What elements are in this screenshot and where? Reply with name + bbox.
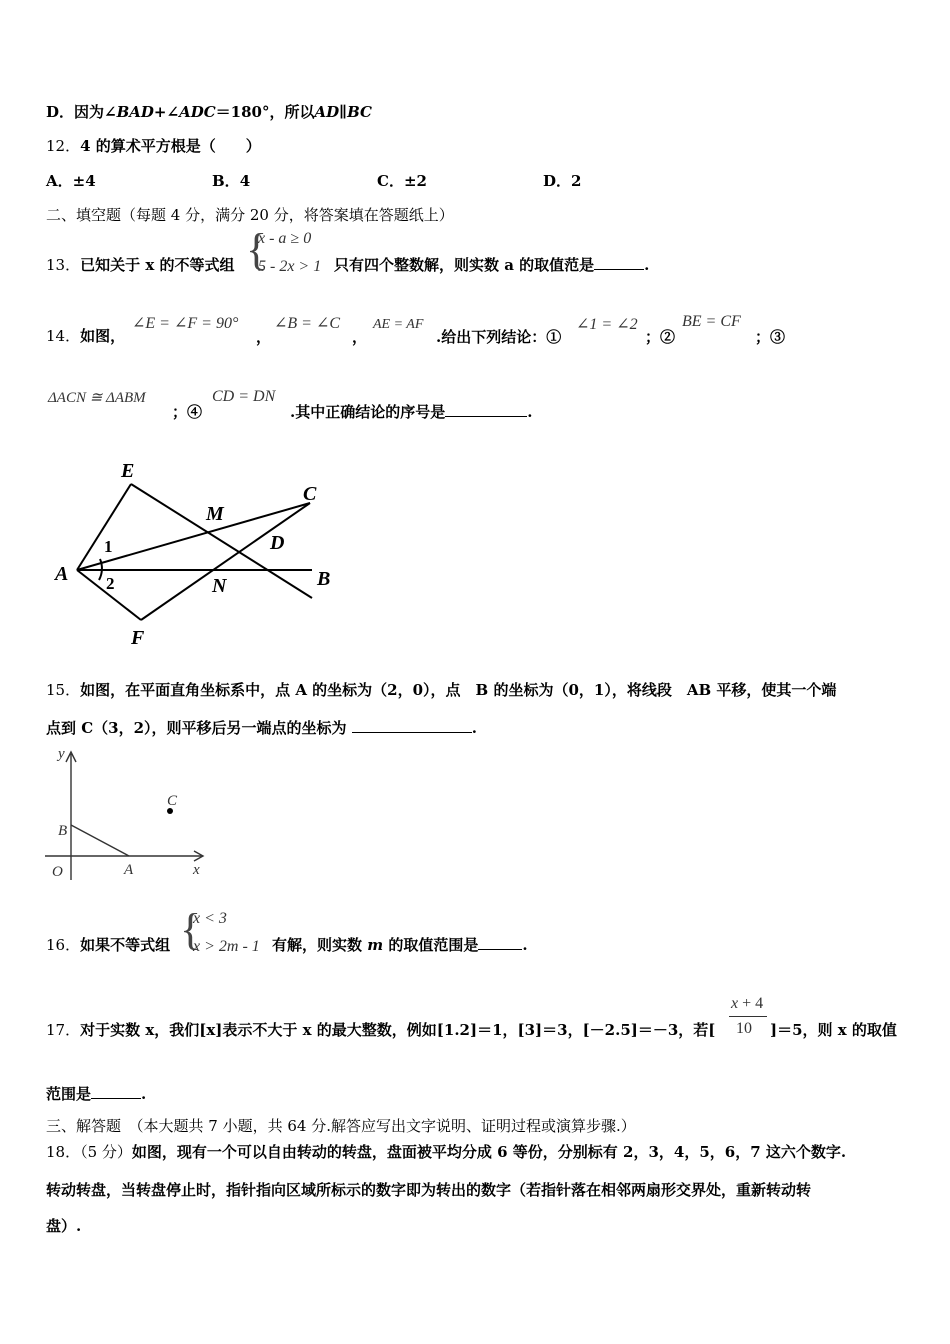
label-y: y (58, 746, 65, 762)
label-b: B (317, 568, 331, 590)
q14-result-4: CD = DN (212, 388, 276, 405)
q14-condition-1: ∠E = ∠F = 90° (132, 315, 239, 332)
q16-system-line2: x > 2m - 1 (193, 938, 260, 955)
q16-question: 16．如果不等式组 (46, 936, 171, 954)
q13-system-line2: 5 - 2x > 1 (258, 258, 322, 275)
q14-text-after: .其中正确结论的序号是 . (290, 403, 533, 421)
segment-fc (141, 503, 310, 620)
label-a: A (124, 862, 134, 878)
label-o: O (52, 864, 63, 880)
q14-question: 14．如图， (46, 327, 126, 345)
q12-option-a: A．±4 (46, 172, 96, 190)
q14-separator-r1: ；② (645, 328, 676, 346)
q17-numerator: x + 4 (731, 995, 764, 1012)
section-3-title: 三、解答题 （本大题共 7 小题，共 64 分.解答应写出文字说明、证明过程或演算步骤.） (46, 1117, 636, 1135)
q13-text-after: 只有四个整数解，则实数 a 的取值范是 . (334, 256, 650, 274)
label-e: E (121, 460, 135, 482)
q16-text-after: 有解，则实数 m 的取值范围是 . (272, 936, 528, 954)
label-c: C (167, 793, 178, 809)
q14-separator-r2: ；③ (755, 328, 786, 346)
q14-figure (40, 452, 360, 657)
q18-line2: 转动转盘，当转盘停止时，指针指向区域所标示的数字即为转出的数字（若指针落在相邻两扇形交界处，重新转动转 (46, 1181, 812, 1199)
q18-line3: 盘）. (46, 1217, 82, 1235)
label-f: F (131, 627, 145, 649)
q17-fraction-bar (729, 1016, 767, 1017)
q15-line2: 点到 C（3，2），则平移后另一端点的坐标为 . (46, 719, 478, 737)
q14-result-3: ΔACN ≅ ΔABM (48, 390, 146, 406)
section-2-title: 二、填空题（每题 4 分，满分 20 分，将答案填在答题纸上） (46, 206, 454, 224)
q18-line1: 18．（5 分）如图，现有一个可以自由转动的转盘，盘面被平均分成 6 等份，分别标有 2，3，4，5，6，7 这六个数字. (46, 1143, 847, 1161)
label-angle-2: 2 (106, 574, 115, 593)
q12-question: 12．4 的算术平方根是（ ） (46, 137, 261, 155)
q14-condition-3: AE = AF (373, 317, 424, 332)
label-angle-1: 1 (104, 537, 113, 556)
segment-ab (71, 825, 129, 856)
q14-result-1: ∠1 = ∠2 (576, 316, 638, 333)
q14-separator-1: ， (256, 328, 272, 346)
q11-option-d: D．因为∠BAD+∠ADC＝180°，所以AD∥BC (46, 103, 372, 121)
q13-question: 13．已知关于 x 的不等式组 (46, 256, 235, 274)
q16-system-line1: x < 3 (193, 910, 227, 927)
q15-figure (40, 742, 220, 884)
q14-separator-2: ， (352, 328, 368, 346)
q12-option-d: D．2 (543, 172, 582, 190)
q14-condition-2: ∠B = ∠C (274, 315, 341, 332)
label-x: x (193, 862, 200, 878)
label-b: B (58, 823, 68, 839)
q14-result-2: BE = CF (682, 313, 741, 330)
q12-option-b: B．4 (212, 172, 251, 190)
label-n: N (212, 575, 227, 597)
q13-system-line1: x - a ≥ 0 (258, 230, 312, 247)
q17-denominator: 10 (736, 1020, 752, 1037)
q17-line1: 17．对于实数 x，我们[x]表示不大于 x 的最大整数，例如[1.2]＝1，[3]＝3，[－2.5]＝－3，若[ (46, 1021, 716, 1039)
q13-brace: { (246, 225, 268, 274)
q12-option-c: C．±2 (377, 172, 427, 190)
q17-line1-end: ]＝5，则 x 的取值 (770, 1021, 897, 1039)
q17-line2: 范围是 . (46, 1085, 147, 1103)
label-m: M (206, 503, 224, 525)
q15-line1: 15．如图，在平面直角坐标系中，点 A 的坐标为（2，0），点 B 的坐标为（0，1），将线段 AB 平移，使其一个端 (46, 681, 837, 699)
q14-conclusions-label: .给出下列结论：① (436, 328, 562, 346)
label-a: A (55, 563, 69, 585)
label-c: C (303, 483, 317, 505)
label-d: D (270, 532, 285, 554)
q16-brace: { (180, 905, 202, 954)
q14-separator-r3: ；④ (172, 403, 203, 421)
